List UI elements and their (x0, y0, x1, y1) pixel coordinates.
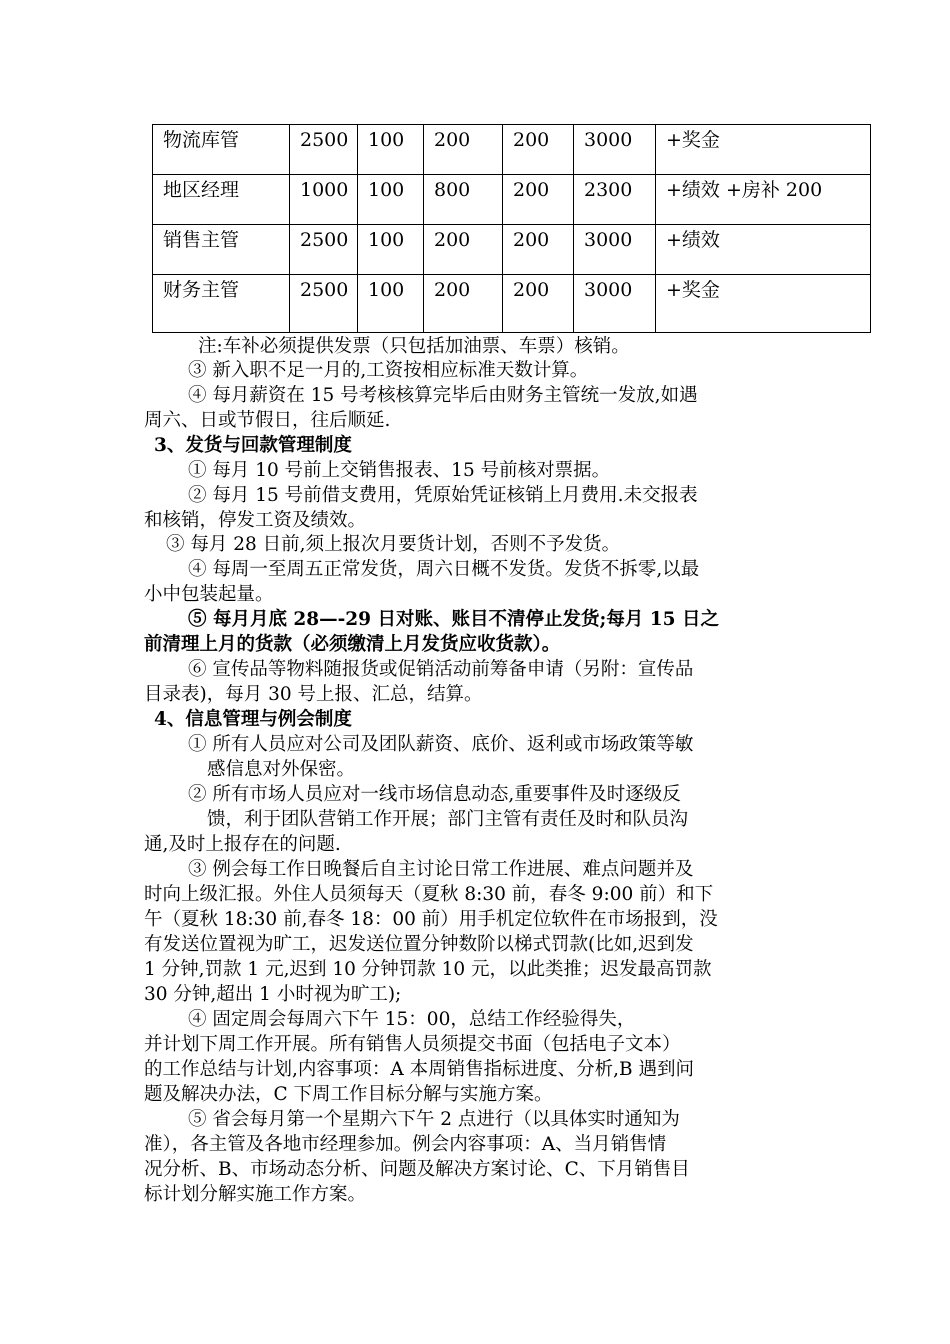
note-line: 注:车补必须提供发票（只包括加油票、车票）核销。 (198, 336, 630, 357)
body-line: ③ 新入职不足一月的,工资按相应标准天数计算。 (188, 360, 589, 381)
table-cell: 200 (424, 275, 503, 333)
table-cell: 2300 (574, 175, 656, 225)
body-line: 通,及时上报存在的问题. (144, 834, 341, 855)
body-line: 和核销，停发工资及绩效。 (144, 510, 367, 531)
table-cell: 2500 (290, 125, 358, 175)
table-cell: 200 (424, 125, 503, 175)
table-cell: +绩效 +房补 200 (656, 175, 871, 225)
table-cell: 地区经理 (153, 175, 290, 225)
table-cell: 3000 (574, 125, 656, 175)
body-line: 感信息对外保密。 (207, 759, 356, 780)
table-cell: 2500 (290, 275, 358, 333)
body-line: ⑥ 宣传品等物料随报货或促销活动前筹备申请（另附：宣传品 (188, 659, 694, 680)
body-line: 午（夏秋 18:30 前,春冬 18：00 前）用手机定位软件在市场报到，没 (144, 909, 718, 930)
table-cell: 3000 (574, 225, 656, 275)
table-cell: 100 (358, 125, 424, 175)
body-line: 并计划下周工作开展。所有销售人员须提交书面（包括电子文本） (144, 1034, 681, 1055)
table-cell: +绩效 (656, 225, 871, 275)
body-line: ② 所有市场人员应对一线市场信息动态,重要事件及时逐级反 (188, 784, 681, 805)
body-line-bold: ⑤ 每月月底 28—-29 日对账、账目不清停止发货;每月 15 日之 (188, 609, 719, 630)
table-cell: 200 (503, 225, 574, 275)
table-row (153, 275, 871, 333)
body-line: ① 每月 10 号前上交销售报表、15 号前核对票据。 (188, 460, 611, 481)
table-cell: 100 (358, 225, 424, 275)
body-line: 准），各主管及各地市经理参加。例会内容事项：A、当月销售情 (144, 1134, 667, 1155)
body-line: ③ 每月 28 日前,须上报次月要货计划，否则不予发货。 (166, 534, 621, 555)
salary-table (152, 124, 871, 333)
table-cell: 100 (358, 175, 424, 225)
table-row (153, 175, 871, 225)
body-line: 1 分钟,罚款 1 元,迟到 10 分钟罚款 10 元，以此类推；迟发最高罚款 (144, 959, 712, 980)
table-cell: +奖金 (656, 125, 871, 175)
table-cell: 200 (503, 175, 574, 225)
table-row (153, 125, 871, 175)
body-line: 30 分钟,超出 1 小时视为旷工); (144, 984, 402, 1005)
body-line: 标计划分解实施工作方案。 (144, 1184, 367, 1205)
body-line: ① 所有人员应对公司及团队薪资、底价、返利或市场政策等敏 (188, 734, 694, 755)
table-cell: 销售主管 (153, 225, 290, 275)
body-line: 况分析、B、市场动态分析、问题及解决方案讨论、C、下月销售目 (144, 1159, 690, 1180)
table-cell: 200 (503, 125, 574, 175)
body-line: ③ 例会每工作日晚餐后自主讨论日常工作进展、难点问题并及 (188, 859, 694, 880)
body-line: 馈，利于团队营销工作开展；部门主管有责任及时和队员沟 (207, 809, 689, 830)
body-line-bold: 前清理上月的货款（必须缴清上月发货应收货款）。 (144, 634, 561, 655)
table-cell: 1000 (290, 175, 358, 225)
body-line: 小中包装起量。 (144, 584, 274, 605)
body-line: ④ 每周一至周五正常发货，周六日概不发货。发货不拆零,以最 (188, 559, 700, 580)
body-line: 题及解决办法，C 下周工作目标分解与实施方案。 (144, 1084, 553, 1105)
body-line: ④ 固定周会每周六下午 15：00，总结工作经验得失， (188, 1009, 636, 1030)
body-line: ② 每月 15 号前借支费用，凭原始凭证核销上月费用.未交报表 (188, 485, 698, 506)
body-line: ④ 每月薪资在 15 号考核核算完毕后由财务主管统一发放,如遇 (188, 385, 698, 406)
body-line: ⑤ 省会每月第一个星期六下午 2 点进行（以具体实时通知为 (188, 1109, 680, 1130)
section-heading: 3、发货与回款管理制度 (154, 435, 352, 456)
section-heading: 4、信息管理与例会制度 (154, 709, 352, 730)
body-line: 时向上级汇报。外住人员须每天（夏秋 8:30 前，春冬 9:00 前）和下 (144, 884, 714, 905)
table-cell: 800 (424, 175, 503, 225)
table-cell: 200 (503, 275, 574, 333)
table-cell: +奖金 (656, 275, 871, 333)
table-cell: 100 (358, 275, 424, 333)
table-cell: 3000 (574, 275, 656, 333)
body-line: 的工作总结与计划,内容事项：A 本周销售指标进度、分析,B 遇到问 (144, 1059, 694, 1080)
table-cell: 2500 (290, 225, 358, 275)
body-line: 周六、日或节假日，往后顺延. (144, 410, 391, 431)
table-cell: 财务主管 (153, 275, 290, 333)
table-row (153, 225, 871, 275)
table-cell: 200 (424, 225, 503, 275)
body-line: 目录表)，每月 30 号上报、汇总，结算。 (144, 684, 483, 705)
body-line: 有发送位置视为旷工，迟发送位置分钟数阶以梯式罚款(比如,迟到发 (144, 934, 694, 955)
table-cell: 物流库管 (153, 125, 290, 175)
